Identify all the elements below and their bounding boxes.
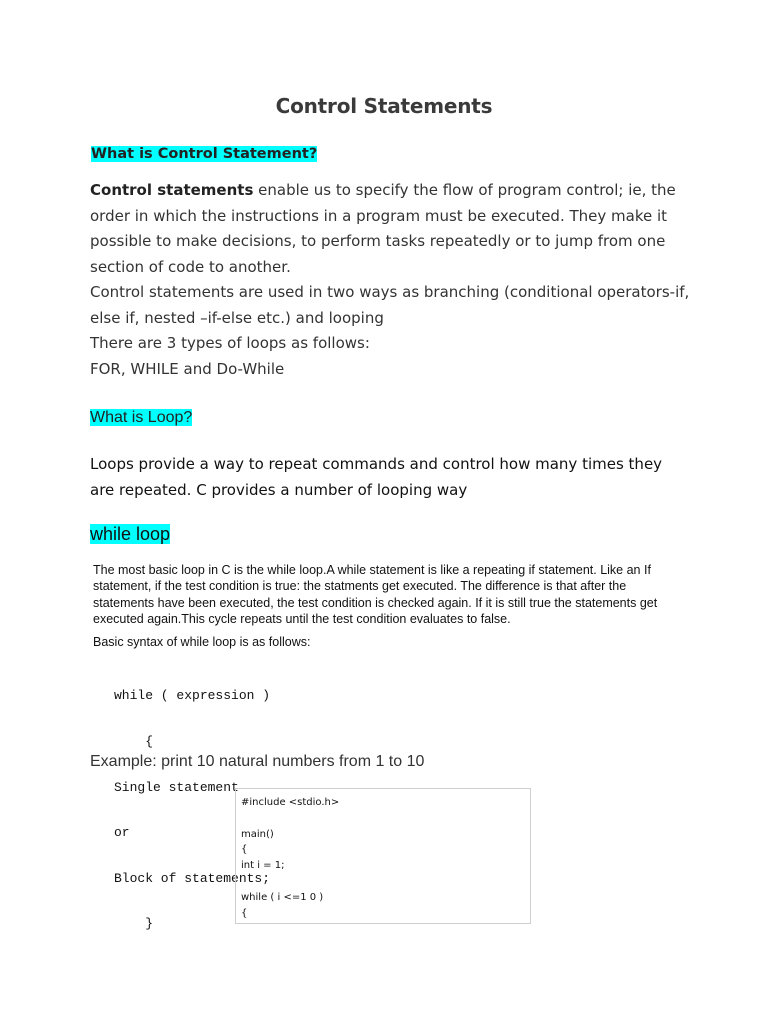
example-label: Example: print 10 natural numbers from 1 to 10 [90, 753, 425, 770]
syntax-code-line: { [114, 734, 154, 750]
heading-while-text: while loop [90, 524, 171, 544]
intro-paragraph [90, 178, 690, 382]
example-code-box [235, 788, 531, 924]
syntax-code-line: or [114, 825, 130, 841]
while-text: The most basic loop in C is the while loop.A while statement is like a repeating if statement. Like an If statement, if the test condition is true: the statments get executed. The difference is that after the statements have been executed, the test condition is checked again. If it is still true the statements get executed again.This cycle repeats until the test condition evaluates to false. [93, 563, 658, 626]
heading-while-loop [90, 522, 170, 546]
example-code-line: int i = 1; [241, 860, 285, 872]
example-code-line: while ( i <=1 0 ) [241, 891, 324, 903]
syntax-label: Basic syntax of while loop is as follows: [93, 635, 311, 649]
example-code-line: { [241, 844, 248, 856]
heading-what-is-loop [90, 407, 192, 428]
while-paragraph [93, 562, 683, 627]
intro-line-4: FOR, WHILE and Do-While [90, 359, 285, 378]
syntax-code-line: Single statement [114, 779, 239, 795]
example-code-line: #include <stdio.h> [241, 797, 340, 808]
loops-text: Loops provide a way to repeat commands and control how many times they are repeated. C provides a number of looping way [90, 455, 663, 499]
heading-loop-text: What is Loop? [90, 409, 193, 426]
example-code-line: main() [241, 828, 274, 840]
loops-paragraph [90, 452, 690, 503]
page-title: Control Statements [275, 94, 493, 118]
syntax-code-line: Block of statements; [114, 870, 271, 886]
heading-what-is-control-statement [90, 143, 318, 165]
syntax-code-line: } [114, 916, 154, 932]
intro-lead-rest: enable us to specify the flow of program control; ie, the order in which the instructions in a program must be executed. They make it possible to make decisions, to perform tasks repeatedly or to jump from one section of code to another. [90, 181, 676, 276]
intro-line-3: There are 3 types of loops as follows: [90, 334, 370, 352]
example-code-line [241, 874, 530, 890]
example-code-line [241, 811, 530, 827]
heading-what-text: What is Control Statement? [91, 146, 318, 162]
intro-line-1 [90, 178, 690, 280]
syntax-code-line: while ( expression ) [114, 688, 271, 704]
intro-line-2: Control statements are used in two ways as branching (conditional operators-if, else if, nested –if-else etc.) and looping [90, 283, 690, 327]
intro-bold-lead: Control statements [90, 181, 254, 199]
example-code-line: { [241, 907, 248, 919]
